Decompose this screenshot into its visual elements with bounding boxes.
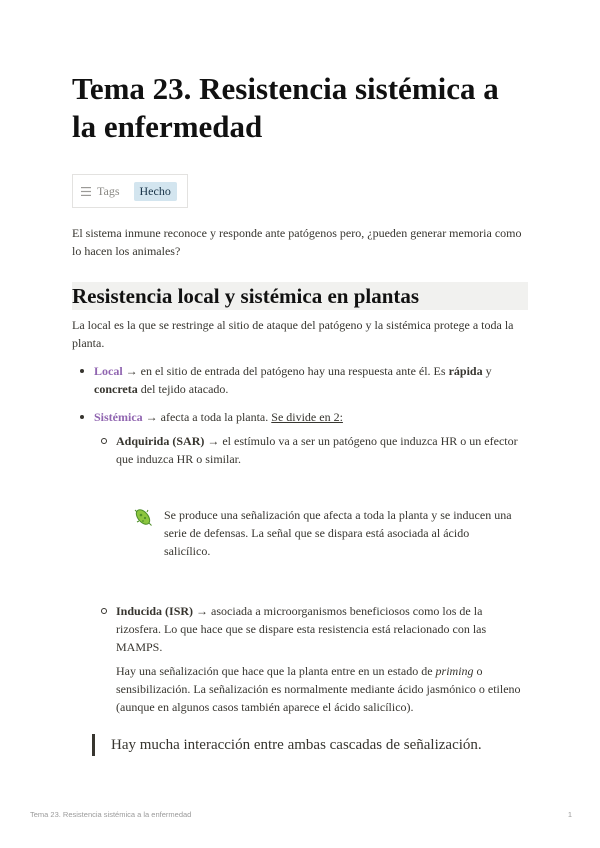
- local-text-a: → en el sitio de entrada del patógeno hay una respuesta ante él. Es: [122, 364, 449, 378]
- tags-label: Tags: [97, 183, 120, 198]
- microbe-icon: [132, 506, 154, 528]
- inducida-paragraph: [116, 662, 528, 716]
- term-adquirida: Adquirida (SAR): [116, 434, 205, 448]
- local-text-c: del tejido atacado.: [137, 382, 229, 396]
- inducida-para-b: o sensibilización. La señalización es normalmente mediante ácido jasmónico o etileno (aunque en algunos casos también aparece el ácido salicílico).: [116, 664, 521, 714]
- inducida-para-a: Hay una señalización que hace que la planta entre en un estado de: [116, 664, 436, 678]
- sub-list: [94, 432, 528, 716]
- local-text-b: y: [482, 364, 492, 378]
- section-heading: Resistencia local y sistémica en plantas: [72, 282, 528, 310]
- inducida-text: → asociada a microorganismos beneficiosos como los de la rizosfera. Lo que hace que se dispare esta resistencia está relacionado con las MAMPS.: [116, 604, 487, 654]
- list-icon: [81, 187, 91, 196]
- priming-italic: priming: [435, 664, 474, 678]
- callout-box: [120, 492, 528, 574]
- page-number: 1: [567, 810, 572, 819]
- sistemica-underlined: Se divide en 2:: [271, 410, 343, 424]
- list-item-sistemica: [72, 408, 528, 716]
- properties-box: [72, 174, 188, 208]
- intro-paragraph: El sistema inmune reconoce y responde ante patógenos pero, ¿pueden generar memoria como lo hacen los animales?: [72, 226, 522, 258]
- list-item-inducida: [94, 602, 528, 716]
- page-footer: [30, 810, 572, 819]
- term-local: Local: [94, 364, 123, 378]
- bullet-list: [72, 362, 528, 716]
- callout-text: Se produce una señalización que afecta a toda la planta y se inducen una serie de defensas. La señal que se dispara está asociada al ácido salicílico.: [164, 508, 512, 558]
- term-sistemica: Sistémica: [94, 410, 143, 424]
- status-tag[interactable]: Hecho: [134, 182, 177, 201]
- adquirida-text: → el estímulo va a ser un patógeno que induzca HR o un efector que induzca HR o similar.: [116, 434, 518, 466]
- footer-title: Tema 23. Resistencia sistémica a la enfermedad: [30, 810, 192, 819]
- sistemica-text: → afecta a toda la planta.: [142, 410, 272, 424]
- list-item-adquirida: [94, 432, 528, 574]
- page-content: [72, 70, 528, 756]
- local-bold-rapida: rápida: [448, 364, 483, 378]
- local-bold-concreta: concreta: [94, 382, 138, 396]
- page-title: Tema 23. Resistencia sistémica a la enfermedad: [72, 71, 499, 144]
- list-item-local: [72, 362, 528, 398]
- blockquote: Hay mucha interacción entre ambas cascadas de señalización.: [92, 734, 528, 756]
- section-description: La local es la que se restringe al sitio de ataque del patógeno y la sistémica protege a toda la planta.: [72, 318, 514, 350]
- term-inducida: Inducida (ISR): [116, 604, 194, 618]
